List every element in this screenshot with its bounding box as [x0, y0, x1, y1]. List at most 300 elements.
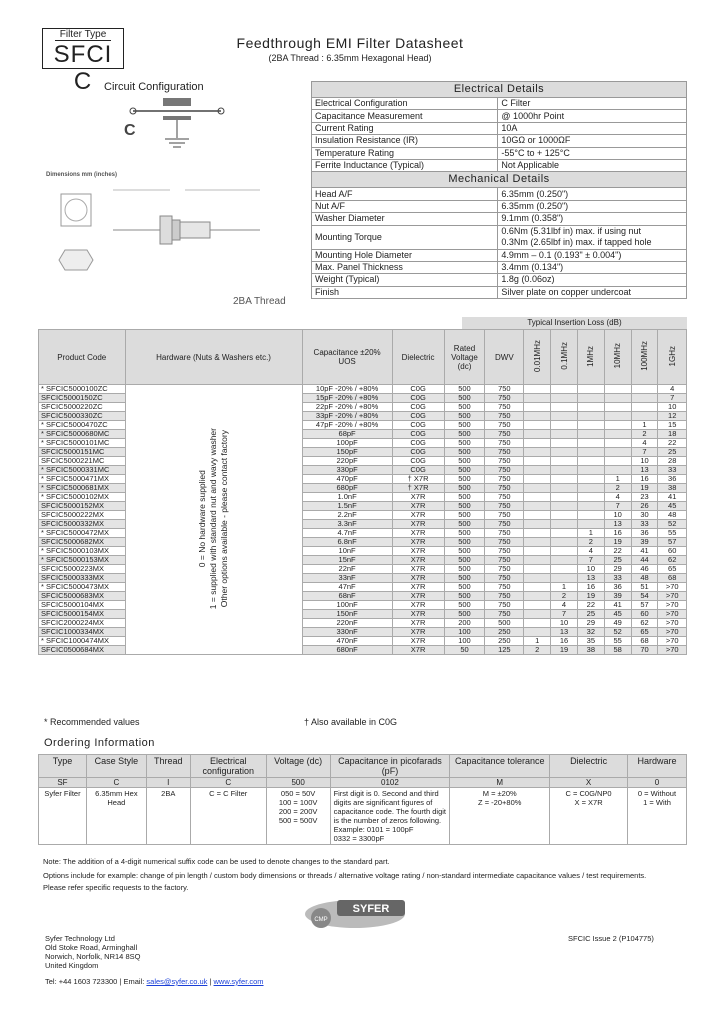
loss-100mhz: 68 — [631, 637, 658, 646]
rated-voltage: 500 — [444, 538, 485, 547]
product-code: * SFCIC1000474MX — [39, 637, 126, 646]
ordering-code: X — [550, 778, 628, 788]
product-code: SFCIC5000332MX — [39, 520, 126, 529]
loss-0-01mhz — [524, 439, 551, 448]
rated-voltage: 500 — [444, 439, 485, 448]
dwv: 750 — [485, 394, 524, 403]
dielectric: C0G — [392, 457, 444, 466]
dielectric: C0G — [392, 439, 444, 448]
loss-1ghz: 65 — [658, 565, 687, 574]
loss-100mhz: 33 — [631, 520, 658, 529]
col-f1 — [524, 330, 551, 385]
col-f3 — [577, 330, 604, 385]
dielectric: X7R — [392, 601, 444, 610]
spec-label: Insulation Resistance (IR) — [312, 135, 498, 147]
loss-0-1mhz — [551, 547, 578, 556]
spec-label: Nut A/F — [312, 200, 498, 212]
spec-value: -55°C to + 125°C — [498, 147, 687, 159]
loss-1mhz: 10 — [577, 565, 604, 574]
loss-1mhz — [577, 421, 604, 430]
ordering-desc: First digit is 0. Second and third digits are significant figures of capacitance code. The fourth digit is the number of zeros following. Example: 0101 = 100pF 0332 = 3300pF — [330, 788, 450, 845]
dielectric: C0G — [392, 385, 444, 394]
loss-10mhz — [604, 421, 631, 430]
product-code: SFCIC0500684MX — [39, 646, 126, 655]
loss-1ghz: 22 — [658, 439, 687, 448]
loss-1mhz — [577, 520, 604, 529]
ordering-code: SF — [39, 778, 87, 788]
dwv: 750 — [485, 610, 524, 619]
rated-voltage: 500 — [444, 574, 485, 583]
loss-0-1mhz — [551, 385, 578, 394]
ordering-desc-row — [39, 788, 687, 845]
dwv: 750 — [485, 511, 524, 520]
loss-10mhz: 7 — [604, 502, 631, 511]
hex-nut-view — [59, 250, 93, 270]
filter-type-code: SFCI C — [53, 41, 113, 95]
capacitance: 100nF — [302, 601, 392, 610]
loss-10mhz: 16 — [604, 529, 631, 538]
rated-voltage: 200 — [444, 619, 485, 628]
col-capacitance: Capacitance ±20% UOS — [302, 330, 392, 385]
ordering-desc: 050 = 50V 100 = 100V 200 = 200V 500 = 500V — [266, 788, 330, 845]
loss-100mhz: 57 — [631, 601, 658, 610]
spec-label: Current Rating — [312, 122, 498, 134]
recommended-note: * Recommended values — [44, 717, 140, 727]
loss-10mhz: 1 — [604, 475, 631, 484]
loss-0-01mhz — [524, 475, 551, 484]
product-code: SFCIC5000223MX — [39, 565, 126, 574]
loss-100mhz: 13 — [631, 466, 658, 475]
dielectric: X7R — [392, 565, 444, 574]
loss-0-1mhz: 16 — [551, 637, 578, 646]
loss-0-1mhz — [551, 556, 578, 565]
loss-0-1mhz — [551, 538, 578, 547]
rated-voltage: 500 — [444, 430, 485, 439]
dielectric: X7R — [392, 583, 444, 592]
ordering-header: Electrical configuration — [190, 755, 266, 778]
ordering-code: 500 — [266, 778, 330, 788]
loss-1ghz: 15 — [658, 421, 687, 430]
ordering-desc: 6.35mm Hex Head — [86, 788, 146, 845]
product-code: SFCIC5000683MX — [39, 592, 126, 601]
notes — [43, 857, 683, 893]
spec-value: 0.6Nm (5.31lbf in) max. if using nut 0.3Nm (2.65lbf in) max. if tapped hole — [498, 225, 687, 249]
loss-1ghz: 10 — [658, 403, 687, 412]
dielectric: X7R — [392, 538, 444, 547]
ordering-code: 0102 — [330, 778, 450, 788]
dielectric: X7R — [392, 628, 444, 637]
loss-1mhz — [577, 493, 604, 502]
loss-1ghz: >70 — [658, 619, 687, 628]
loss-10mhz — [604, 439, 631, 448]
loss-0-1mhz — [551, 412, 578, 421]
loss-100mhz: 23 — [631, 493, 658, 502]
loss-1mhz: 7 — [577, 556, 604, 565]
loss-1mhz — [577, 484, 604, 493]
ordering-desc: 2BA — [146, 788, 190, 845]
loss-10mhz — [604, 430, 631, 439]
loss-100mhz — [631, 385, 658, 394]
spec-label: Mounting Torque — [312, 225, 498, 249]
spec-value: 3.4mm (0.134") — [498, 261, 687, 273]
loss-100mhz: 16 — [631, 475, 658, 484]
product-code: SFCIC5000220ZC — [39, 403, 126, 412]
electrical-mechanical-table — [311, 81, 687, 299]
address-line: Norwich, Norfolk, NR14 8SQ — [45, 952, 141, 961]
col-f6 — [658, 330, 687, 385]
dielectric: X7R — [392, 547, 444, 556]
spec-value: 10A — [498, 122, 687, 134]
rated-voltage: 100 — [444, 637, 485, 646]
product-code: * SFCIC5000100ZC — [39, 385, 126, 394]
capacitance: 2.2nF — [302, 511, 392, 520]
dimensions-label: Dimensions mm (inches) — [46, 172, 118, 178]
rated-voltage: 500 — [444, 556, 485, 565]
loss-100mhz: 19 — [631, 484, 658, 493]
loss-1ghz: >70 — [658, 592, 687, 601]
loss-100mhz: 1 — [631, 421, 658, 430]
loss-0-1mhz — [551, 529, 578, 538]
spec-value: Silver plate on copper undercoat — [498, 286, 687, 298]
spec-label: Head A/F — [312, 188, 498, 200]
col-product-code: Product Code — [39, 330, 126, 385]
loss-1ghz: 48 — [658, 511, 687, 520]
separator: | Email: — [117, 977, 145, 986]
rated-voltage: 500 — [444, 547, 485, 556]
dwv: 750 — [485, 583, 524, 592]
spec-value: @ 1000hr Point — [498, 110, 687, 122]
loss-0-01mhz — [524, 430, 551, 439]
loss-1mhz: 32 — [577, 628, 604, 637]
dielectric: X7R — [392, 637, 444, 646]
loss-1ghz: >70 — [658, 583, 687, 592]
rated-voltage: 500 — [444, 502, 485, 511]
rated-voltage: 500 — [444, 493, 485, 502]
loss-1ghz: 7 — [658, 394, 687, 403]
loss-0-1mhz — [551, 565, 578, 574]
c0g-note: † Also available in C0G — [304, 717, 398, 727]
loss-1ghz: 12 — [658, 412, 687, 421]
loss-100mhz: 30 — [631, 511, 658, 520]
loss-0-1mhz: 10 — [551, 619, 578, 628]
table-row — [39, 385, 687, 394]
capacitance: 10pF -20% / +80% — [302, 385, 392, 394]
loss-100mhz: 4 — [631, 439, 658, 448]
loss-100mhz — [631, 394, 658, 403]
dwv: 750 — [485, 565, 524, 574]
col-hardware: Hardware (Nuts & Washers etc.) — [125, 330, 302, 385]
product-code: * SFCIC5000471MX — [39, 475, 126, 484]
note-1: Note: The addition of a 4-digit numerical suffix code can be used to denote changes to the standard part. — [43, 857, 390, 866]
spec-value: Not Applicable — [498, 159, 687, 171]
product-code: * SFCIC5000103MX — [39, 547, 126, 556]
spec-label: Mounting Hole Diameter — [312, 249, 498, 261]
rated-voltage: 500 — [444, 403, 485, 412]
loss-1mhz — [577, 403, 604, 412]
rated-voltage: 500 — [444, 511, 485, 520]
loss-10mhz — [604, 466, 631, 475]
loss-10mhz: 52 — [604, 628, 631, 637]
dielectric: † X7R — [392, 484, 444, 493]
loss-0-01mhz — [524, 484, 551, 493]
dielectric: X7R — [392, 610, 444, 619]
spec-label: Max. Panel Thickness — [312, 261, 498, 273]
loss-1mhz — [577, 448, 604, 457]
dielectric: C0G — [392, 412, 444, 421]
loss-0-01mhz — [524, 601, 551, 610]
capacitance: 330nF — [302, 628, 392, 637]
loss-1ghz: 33 — [658, 466, 687, 475]
loss-0-1mhz — [551, 448, 578, 457]
loss-0-01mhz — [524, 529, 551, 538]
loss-1ghz: >70 — [658, 637, 687, 646]
spec-value: C Filter — [498, 98, 687, 110]
ordering-code: I — [146, 778, 190, 788]
loss-0-1mhz: 13 — [551, 628, 578, 637]
col-f3-label: 1MHz — [586, 345, 596, 367]
loss-100mhz: 70 — [631, 646, 658, 655]
loss-10mhz — [604, 403, 631, 412]
col-voltage: Rated Voltage (dc) — [444, 330, 485, 385]
loss-0-1mhz — [551, 430, 578, 439]
dielectric: X7R — [392, 592, 444, 601]
loss-10mhz — [604, 412, 631, 421]
rated-voltage: 500 — [444, 529, 485, 538]
loss-0-01mhz — [524, 448, 551, 457]
loss-1mhz: 16 — [577, 583, 604, 592]
address-line: Syfer Technology Ltd — [45, 934, 115, 943]
product-code: SFCIC5000222MX — [39, 511, 126, 520]
dwv: 750 — [485, 538, 524, 547]
dwv: 750 — [485, 592, 524, 601]
dwv: 750 — [485, 502, 524, 511]
loss-100mhz — [631, 403, 658, 412]
hardware-note: 0 = No hardware supplied 1 = supplied with standard nut and wavy washer Other options available - please contact factory — [197, 427, 230, 610]
dielectric: X7R — [392, 556, 444, 565]
product-code: * SFCIC5000680MC — [39, 430, 126, 439]
thread-body — [180, 222, 210, 238]
dwv: 750 — [485, 448, 524, 457]
col-f6-label: 1GHz — [667, 345, 677, 367]
ordering-desc: C = C Filter — [190, 788, 266, 845]
capacitance: 68pF — [302, 430, 392, 439]
loss-0-1mhz — [551, 403, 578, 412]
product-code: SFCIC5000154MX — [39, 610, 126, 619]
loss-1ghz: 55 — [658, 529, 687, 538]
loss-0-1mhz — [551, 394, 578, 403]
ordering-header: Capacitance tolerance — [450, 755, 550, 778]
loss-0-1mhz — [551, 502, 578, 511]
rated-voltage: 500 — [444, 565, 485, 574]
loss-100mhz: 48 — [631, 574, 658, 583]
loss-0-01mhz — [524, 574, 551, 583]
rated-voltage: 500 — [444, 466, 485, 475]
loss-1mhz: 25 — [577, 610, 604, 619]
loss-0-01mhz — [524, 385, 551, 394]
loss-100mhz: 41 — [631, 547, 658, 556]
loss-0-01mhz — [524, 565, 551, 574]
capacitance: 47pF -20% / +80% — [302, 421, 392, 430]
loss-10mhz: 2 — [604, 484, 631, 493]
dwv: 750 — [485, 385, 524, 394]
capacitance: 1.5nF — [302, 502, 392, 511]
loss-1ghz: 52 — [658, 520, 687, 529]
loss-1mhz — [577, 511, 604, 520]
loss-1mhz — [577, 502, 604, 511]
col-f2 — [551, 330, 578, 385]
ordering-code-row — [39, 778, 687, 788]
loss-1ghz: 45 — [658, 502, 687, 511]
dielectric: X7R — [392, 574, 444, 583]
rated-voltage: 500 — [444, 484, 485, 493]
loss-0-1mhz — [551, 520, 578, 529]
loss-1mhz: 35 — [577, 637, 604, 646]
issue-number: SFCIC Issue 2 (P104775) — [568, 934, 654, 943]
product-code: * SFCIC5000102MX — [39, 493, 126, 502]
dielectric: X7R — [392, 511, 444, 520]
loss-0-1mhz: 19 — [551, 646, 578, 655]
product-code: * SFCIC5000473MX — [39, 583, 126, 592]
loss-1ghz: 36 — [658, 475, 687, 484]
spec-value: 9.1mm (0.358") — [498, 213, 687, 225]
loss-100mhz: 51 — [631, 583, 658, 592]
dielectric: C0G — [392, 466, 444, 475]
separator: | — [207, 977, 214, 986]
page-subtitle: (2BA Thread : 6.35mm Hexagonal Head) — [268, 53, 432, 63]
dwv: 750 — [485, 403, 524, 412]
website-link[interactable]: www.syfer.com — [213, 977, 264, 986]
loss-1ghz: 38 — [658, 484, 687, 493]
address-line: Old Stoke Road, Arminghall — [45, 943, 138, 952]
rated-voltage: 100 — [444, 628, 485, 637]
loss-0-1mhz — [551, 475, 578, 484]
loss-100mhz: 39 — [631, 538, 658, 547]
filter-type-label: Filter Type — [55, 29, 111, 41]
syfer-logo — [299, 890, 411, 932]
loss-0-01mhz — [524, 412, 551, 421]
ordering-code: M — [450, 778, 550, 788]
loss-100mhz: 44 — [631, 556, 658, 565]
loss-10mhz — [604, 457, 631, 466]
dielectric: X7R — [392, 493, 444, 502]
spec-value: 6.35mm (0.250") — [498, 188, 687, 200]
loss-1mhz — [577, 412, 604, 421]
dwv: 750 — [485, 421, 524, 430]
address — [45, 934, 140, 970]
loss-0-1mhz — [551, 421, 578, 430]
loss-10mhz: 55 — [604, 637, 631, 646]
circuit-heading: Circuit Configuration — [104, 81, 204, 93]
ordering-desc: M = ±20% Z = -20+80% — [450, 788, 550, 845]
rated-voltage: 500 — [444, 421, 485, 430]
email-link[interactable]: sales@syfer.co.uk — [146, 977, 208, 986]
capacitance: 15nF — [302, 556, 392, 565]
loss-0-01mhz — [524, 547, 551, 556]
capacitance: 33nF — [302, 574, 392, 583]
rated-voltage: 50 — [444, 646, 485, 655]
product-code: * SFCIC5000101MC — [39, 439, 126, 448]
circuit-diagram — [125, 96, 225, 156]
loss-10mhz: 4 — [604, 493, 631, 502]
product-code: SFCIC5000150ZC — [39, 394, 126, 403]
hardware-cell — [125, 385, 302, 655]
loss-0-01mhz: 1 — [524, 637, 551, 646]
dwv: 750 — [485, 520, 524, 529]
product-code: SFCIC5000330ZC — [39, 412, 126, 421]
ordering-code: 0 — [628, 778, 687, 788]
loss-1ghz: 25 — [658, 448, 687, 457]
ordering-table — [38, 754, 687, 845]
circuit-letter: C — [124, 122, 136, 139]
loss-1mhz — [577, 430, 604, 439]
loss-10mhz: 58 — [604, 646, 631, 655]
loss-0-01mhz — [524, 628, 551, 637]
loss-1mhz: 1 — [577, 529, 604, 538]
product-table — [38, 329, 687, 655]
loss-1ghz: 18 — [658, 430, 687, 439]
loss-0-1mhz: 1 — [551, 583, 578, 592]
loss-1mhz: 29 — [577, 619, 604, 628]
loss-1mhz — [577, 394, 604, 403]
loss-10mhz: 10 — [604, 511, 631, 520]
dielectric: X7R — [392, 646, 444, 655]
logo-badge-text: CMP — [314, 917, 328, 923]
dwv: 750 — [485, 493, 524, 502]
loss-0-01mhz — [524, 403, 551, 412]
ordering-header: Dielectric — [550, 755, 628, 778]
col-f4 — [604, 330, 631, 385]
dwv: 750 — [485, 556, 524, 565]
logo-brand: SYFER — [352, 903, 390, 915]
loss-1mhz: 13 — [577, 574, 604, 583]
loss-0-1mhz — [551, 574, 578, 583]
capacitance: 3.3nF — [302, 520, 392, 529]
loss-0-1mhz — [551, 511, 578, 520]
washer-body — [172, 220, 180, 240]
rated-voltage: 500 — [444, 394, 485, 403]
dwv: 750 — [485, 439, 524, 448]
capacitance: 33pF -20% / +80% — [302, 412, 392, 421]
dwv: 250 — [485, 628, 524, 637]
circuit-plate — [163, 116, 191, 120]
spec-value: 10GΩ or 1000ΩF — [498, 135, 687, 147]
loss-0-1mhz — [551, 484, 578, 493]
loss-1ghz: 28 — [658, 457, 687, 466]
loss-10mhz: 29 — [604, 565, 631, 574]
capacitance: 22pF -20% / +80% — [302, 403, 392, 412]
loss-100mhz: 46 — [631, 565, 658, 574]
spec-value: 4.9mm – 0.1 (0.193" ± 0.004") — [498, 249, 687, 261]
ordering-desc: C = C0G/NP0 X = X7R — [550, 788, 628, 845]
loss-0-01mhz — [524, 619, 551, 628]
rated-voltage: 500 — [444, 520, 485, 529]
ordering-header-row — [39, 755, 687, 778]
loss-100mhz: 36 — [631, 529, 658, 538]
dwv: 750 — [485, 601, 524, 610]
product-code: SFCIC5000104MX — [39, 601, 126, 610]
spec-label: Capacitance Measurement — [312, 110, 498, 122]
capacitance: 100pF — [302, 439, 392, 448]
spec-label: Ferrite Inductance (Typical) — [312, 159, 498, 171]
loss-0-01mhz — [524, 538, 551, 547]
spec-label: Weight (Typical) — [312, 274, 498, 286]
spec-value: 1.8g (0.06oz) — [498, 274, 687, 286]
product-code: * SFCIC5000470ZC — [39, 421, 126, 430]
loss-1ghz: >70 — [658, 628, 687, 637]
loss-1ghz: 60 — [658, 547, 687, 556]
spec-value: 6.35mm (0.250") — [498, 200, 687, 212]
rated-voltage: 500 — [444, 457, 485, 466]
